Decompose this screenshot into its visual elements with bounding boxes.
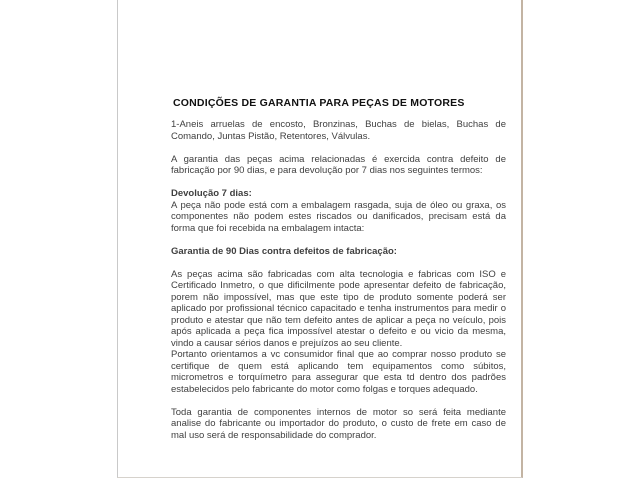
paragraph-devolucao-body: A peça não pode está com a embalagem rasgada, suja de óleo ou graxa, os componentes não podem estes riscados ou danificados, precisam está da forma que foi recebida na embalagem intacta: [171, 199, 506, 234]
document-page [117, 0, 523, 478]
paragraph-parts-list: 1-Aneis arruelas de encosto, Bronzinas, Buchas de bielas, Buchas de Comando, Juntas Pistão, Retentores, Válvulas. [171, 119, 506, 142]
paragraph-garantia-body-2: Portanto orientamos a vc consumidor final que ao comprar nosso produto se certifique de quem está aplicando tem equipamentos como súbitos, micrometros e torquímetro para assegurar que esta td dentro dos padrões estabelecidos pelo fabricante do motor como folgas e torques adequado. [171, 349, 506, 395]
document-title: CONDIÇÕES DE GARANTIA PARA PEÇAS DE MOTORES [173, 97, 465, 109]
heading-devolucao-7-dias: Devolução 7 dias: [171, 188, 252, 199]
paragraph-garantia-body-1: As peças acima são fabricadas com alta tecnologia e fabricas com ISO e Certificado Inmetro, o que dificilmente pode apresentar defeito de fabricação, porem não impossível, mas que este tipo de produto somente poderá ser aplicado por profissional técnico capacitado e tenha instrumentos para medir o produto e atestar que não tem defeito antes de aplicar a peça no veículo, pois após aplicada a peça fica impossível atestar o defeito e ou vicio da mesma, vindo a causar sérios danos e prejuízos ao seu cliente. [171, 268, 506, 349]
heading-garantia-90-dias: Garantia de 90 Dias contra defeitos de fabricação: [171, 245, 397, 257]
paragraph-final-note: Toda garantia de componentes internos de motor so será feita mediante analise do fabricante ou importador do produto, o custo de frete em caso de mal uso será de responsabilidade do comprador. [171, 406, 506, 441]
document-content [118, 0, 521, 477]
paragraph-warranty-intro: A garantia das peças acima relacionadas é exercida contra defeito de fabricação por 90 dias, e para devolução por 7 dias nos seguintes termos: [171, 153, 506, 176]
